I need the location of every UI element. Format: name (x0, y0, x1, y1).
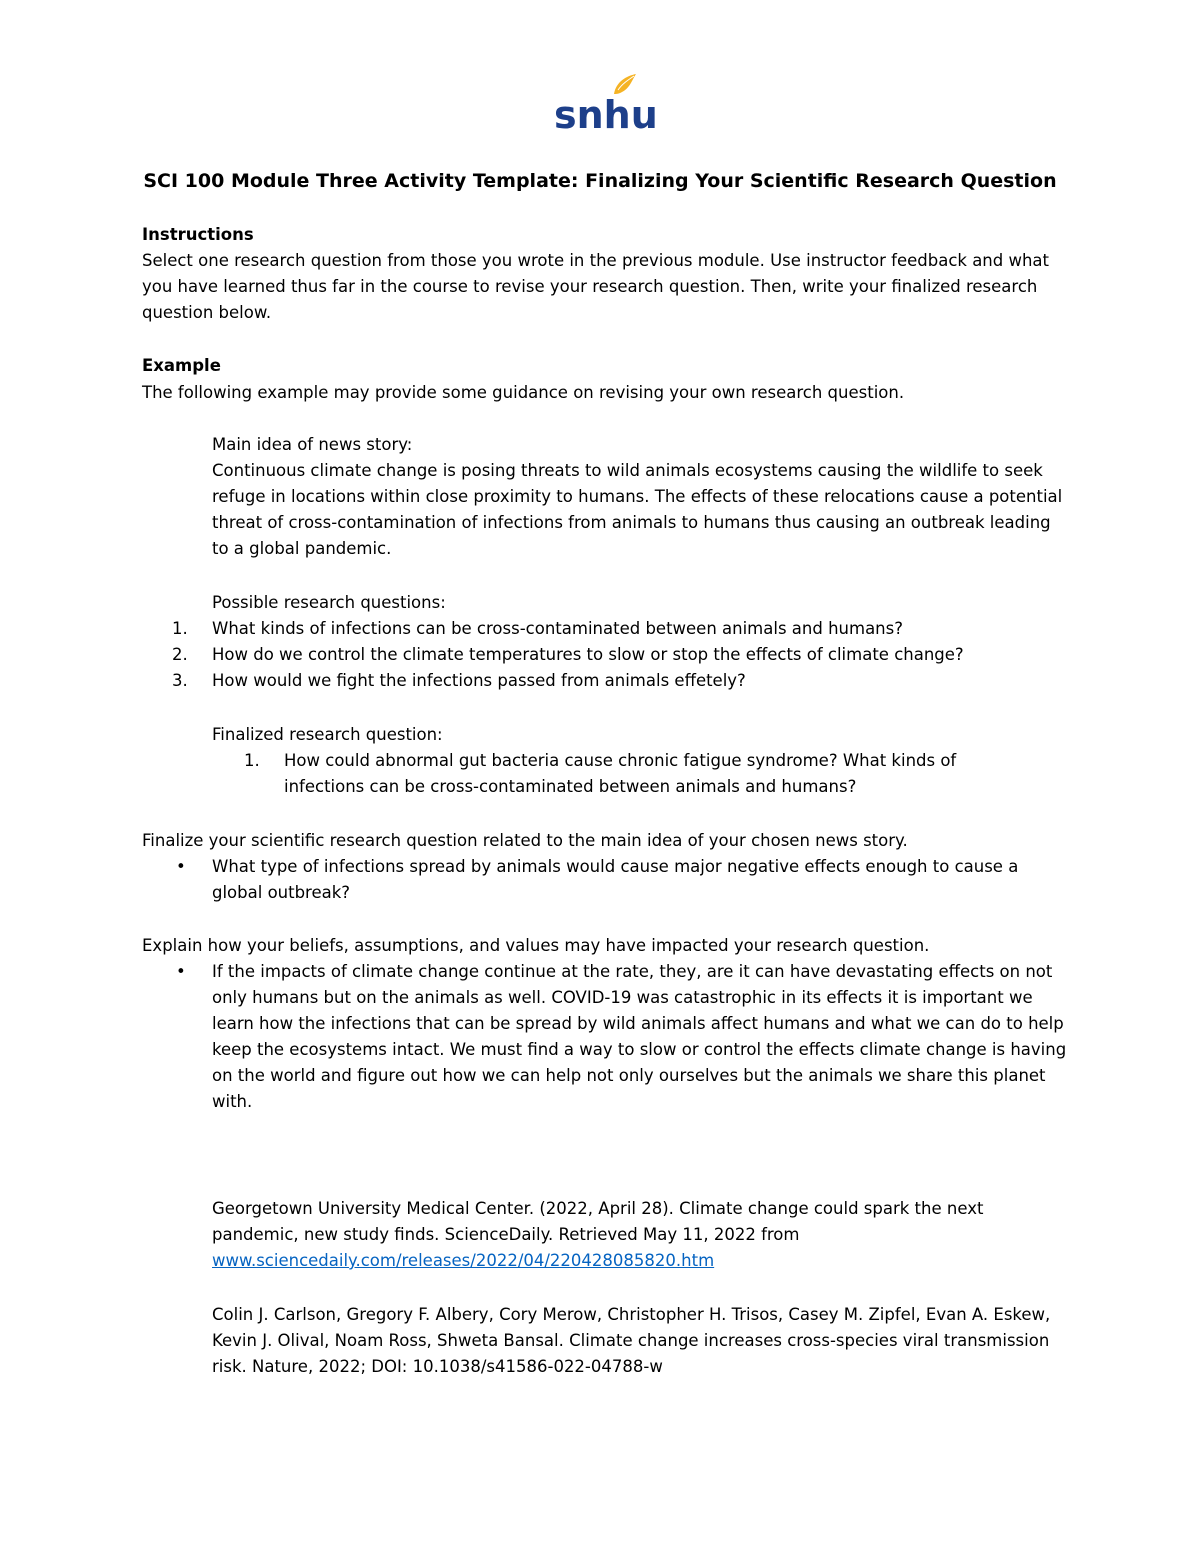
possible-questions-label: Possible research questions: (212, 593, 446, 612)
list-item (172, 642, 1072, 668)
reference-1-link[interactable]: www.sciencedaily.com/releases/2022/04/220428085820.htm (212, 1251, 715, 1270)
list-text: How could abnormal gut bacteria cause chronic fatigue syndrome? What kinds of infections can be cross-contaminated between animals and humans? (284, 751, 957, 796)
bullet-icon: • (176, 857, 186, 876)
finalize-prompt: Finalize your scientific research question related to the main idea of your chosen news story. (142, 831, 908, 850)
bullet-icon: • (176, 962, 186, 981)
reference-2: Colin J. Carlson, Gregory F. Albery, Cory Merow, Christopher H. Trisos, Casey M. Zipfel, Evan A. Eskew, Kevin J. Olival, Noam Ross, Shweta Bansal. Climate change increases cross-species viral transmission risk. Nature, 2022; DOI: 10.1038/s41586-022-04788-w (212, 1305, 1051, 1376)
list-text: How do we control the climate temperatures to slow or stop the effects of climate change? (212, 645, 964, 664)
example-intro: The following example may provide some guidance on revising your own research question. (142, 383, 905, 402)
list-item (172, 668, 1072, 694)
finalize-answer (172, 854, 1072, 906)
list-number: 3. (172, 671, 188, 690)
reference-1-text: Georgetown University Medical Center. (2022, April 28). Climate change could spark the next pandemic, new study finds. ScienceDaily. Retrieved May 11, 2022 from (212, 1199, 984, 1244)
main-idea-text: Continuous climate change is posing threats to wild animals ecosystems causing the wildlife to seek refuge in locations within close proximity to humans. The effects of these relocations cause a potential threat of cross-contamination of infections from animals to humans thus causing an outbreak leading to a global pandemic. (212, 461, 1063, 558)
explain-answer (172, 959, 1072, 1115)
logo-text: snhu (554, 93, 658, 137)
example-heading: Example (142, 356, 221, 375)
list-text: What kinds of infections can be cross-contaminated between animals and humans? (212, 619, 903, 638)
list-text: How would we fight the infections passed from animals effetely? (212, 671, 746, 690)
list-number: 1. (244, 751, 260, 770)
explain-prompt: Explain how your beliefs, assumptions, and values may have impacted your research question. (142, 936, 930, 955)
list-number: 1. (172, 619, 188, 638)
list-item (172, 616, 1072, 642)
list-number: 2. (172, 645, 188, 664)
main-idea-label: Main idea of news story: (212, 435, 413, 454)
instructions-body: Select one research question from those you wrote in the previous module. Use instructor feedback and what you have learned thus far in the course to revise your research question. Then, write your finalized research question below. (142, 251, 1050, 322)
answer-text: If the impacts of climate change continue at the rate, they, are it can have devastating effects on not only humans but on the animals as well. COVID-19 was catastrophic in its effects it is important we learn how the infections that can be spread by wild animals affect humans and what we can do to help keep the ecosystems intact. We must find a way to slow or control the effects climate change is having on the world and figure out how we can help not only ourselves but the animals we share this planet with. (212, 962, 1067, 1111)
reference-1 (212, 1196, 1072, 1274)
instructions-heading: Instructions (142, 225, 254, 244)
snhu-logo (552, 72, 658, 137)
finalized-question-label: Finalized research question: (212, 725, 443, 744)
page-title: SCI 100 Module Three Activity Template: Finalizing Your Scientific Research Question (143, 170, 1057, 192)
answer-text: What type of infections spread by animals would cause major negative effects enough to cause a global outbreak? (212, 857, 1019, 902)
list-item (244, 748, 1034, 800)
